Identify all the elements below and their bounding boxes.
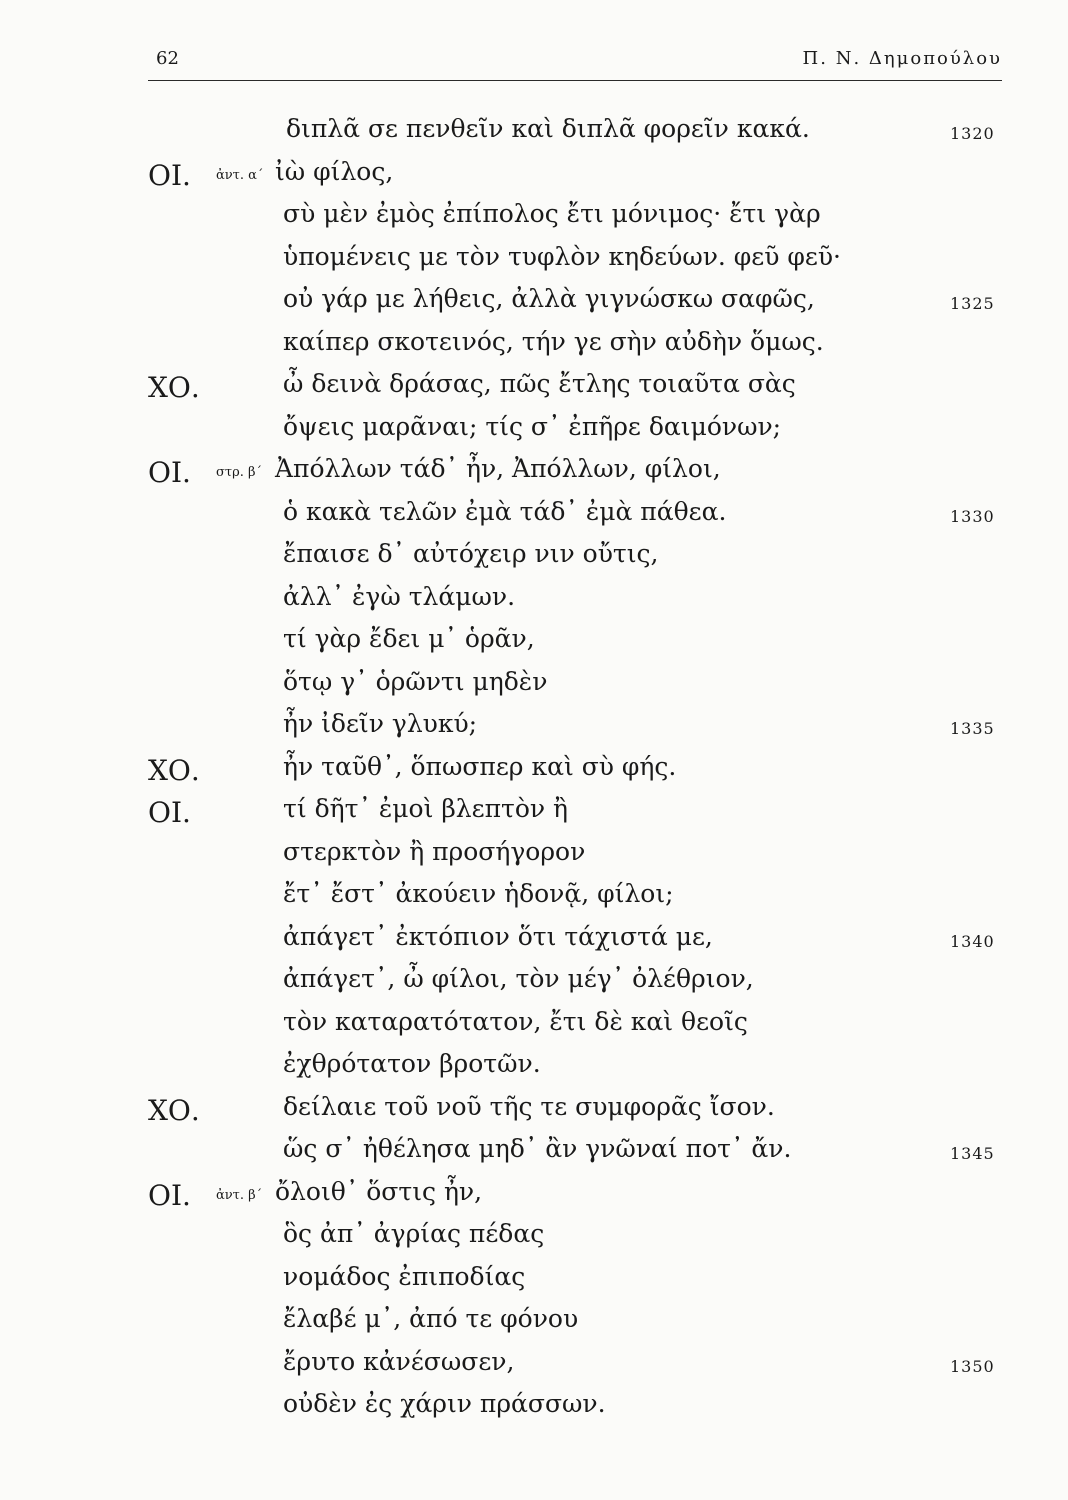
verse-text: τί δῆτ᾽ ἐμοὶ βλεπτὸν ἢ bbox=[283, 794, 569, 823]
verse-line bbox=[0, 1345, 1068, 1388]
verse-line bbox=[0, 1005, 1068, 1048]
verse-text: ἀλλ᾽ ἐγὼ τλάμων. bbox=[283, 581, 516, 611]
strophe-marker: στρ. β΄ bbox=[216, 465, 262, 480]
speaker-label: ΟΙ. bbox=[148, 1178, 191, 1212]
verse-line bbox=[0, 1387, 1068, 1430]
verse-text: ἔρυτο κἀνέσωσεν, bbox=[283, 1346, 515, 1376]
verse-text: ὑπομένεις με τὸν τυφλὸν κηδεύων. φεῦ φεῦ· bbox=[283, 241, 842, 271]
running-head: Π. Ν. Δημοπούλου bbox=[802, 48, 1002, 69]
speaker-label: ΟΙ. bbox=[148, 796, 191, 829]
verse-text: ὥς σ᾽ ἠθέλησα μηδ᾽ ἂν γνῶναί ποτ᾽ ἄν. bbox=[283, 1134, 792, 1163]
speaker-label: ΧΟ. bbox=[148, 1093, 200, 1127]
verse-line bbox=[0, 707, 1068, 750]
verse-text: ὦ δεινὰ δράσας, πῶς ἔτλης τοιαῦτα σὰς bbox=[283, 369, 796, 398]
page-number: 62 bbox=[156, 48, 179, 69]
verse-text: ὁ κακὰ τελῶν ἐμὰ τάδ᾽ ἐμὰ πάθεα. bbox=[283, 496, 727, 526]
line-number: 1330 bbox=[950, 506, 995, 526]
verse-text: ἔλαβέ μ᾽, ἀπό τε φόνου bbox=[283, 1304, 579, 1333]
line-number: 1335 bbox=[950, 719, 995, 738]
strophe-marker: ἀντ. α΄ bbox=[216, 167, 264, 183]
verse-line bbox=[0, 665, 1068, 708]
verse-line bbox=[0, 452, 1068, 495]
verse-text: τί γὰρ ἔδει μ᾽ ὁρᾶν, bbox=[283, 624, 535, 653]
verse-text: ἦν ταῦθ᾽, ὅπωσπερ καὶ σὺ φής. bbox=[283, 751, 677, 781]
speaker-label: ΧΟ. bbox=[148, 753, 200, 787]
verse-text: στερκτὸν ἢ προσήγορον bbox=[283, 836, 586, 866]
verse-line bbox=[0, 962, 1068, 1005]
verse-text: ὅτῳ γ᾽ ὁρῶντι μηδὲν bbox=[283, 666, 548, 696]
verse-line bbox=[0, 1090, 1068, 1133]
verse-line bbox=[0, 537, 1068, 580]
line-number: 1320 bbox=[950, 124, 995, 143]
verse-line bbox=[0, 835, 1068, 878]
verse-text: ὃς ἀπ᾽ ἀγρίας πέδας bbox=[283, 1219, 545, 1248]
speaker-label: ΧΟ. bbox=[148, 371, 200, 404]
verse-text: ἔπαισε δ᾽ αὐτόχειρ νιν οὔτις, bbox=[283, 539, 659, 568]
verse-line bbox=[0, 282, 1068, 325]
verse-line bbox=[0, 197, 1068, 240]
verse-text: ἦν ἰδεῖν γλυκύ; bbox=[283, 709, 478, 738]
verse-text: δείλαιε τοῦ νοῦ τῆς τε συμφορᾶς ἴσον. bbox=[283, 1091, 775, 1121]
verse-text: ὄψεις μαρᾶναι; τίς σ᾽ ἐπῆρε δαιμόνων; bbox=[283, 411, 782, 441]
verse-text: Ἀπόλλων τάδ᾽ ἦν, Ἀπόλλων, φίλοι, bbox=[275, 454, 721, 483]
line-number: 1325 bbox=[950, 294, 995, 313]
verse-line bbox=[0, 1260, 1068, 1303]
verse-text: ἐχθρότατον βροτῶν. bbox=[283, 1049, 541, 1078]
verse-line bbox=[0, 622, 1068, 665]
verse-line bbox=[0, 112, 1068, 155]
verse-line bbox=[0, 367, 1068, 410]
speaker-label: ΟΙ. bbox=[148, 158, 191, 192]
verse-line bbox=[0, 920, 1068, 963]
verse-line bbox=[0, 792, 1068, 835]
verse-line bbox=[0, 495, 1068, 538]
line-number: 1350 bbox=[950, 1356, 995, 1376]
page-header bbox=[148, 44, 1002, 81]
verse-text: τὸν καταρατότατον, ἔτι δὲ καὶ θεοῖς bbox=[283, 1006, 748, 1036]
verse-line bbox=[0, 410, 1068, 453]
line-number: 1345 bbox=[950, 1144, 995, 1163]
speaker-label: ΟΙ. bbox=[148, 456, 191, 489]
verse-text: οὐδὲν ἐς χάριν πράσσων. bbox=[283, 1389, 606, 1418]
verse-text: σὺ μὲν ἐμὸς ἐπίπολος ἔτι μόνιμος· ἔτι γὰρ bbox=[283, 199, 821, 228]
verse-line bbox=[0, 1047, 1068, 1090]
verse-line bbox=[0, 1132, 1068, 1175]
verse-line bbox=[0, 1217, 1068, 1260]
verse-text: ἔτ᾽ ἔστ᾽ ἀκούειν ἡδονᾷ, φίλοι; bbox=[283, 879, 674, 908]
verse-line bbox=[0, 1302, 1068, 1345]
verse-text: ἀπάγετ᾽ ἐκτόπιον ὅτι τάχιστά με, bbox=[283, 921, 713, 951]
verse-text: ἰὼ φίλος, bbox=[275, 156, 394, 186]
verse-line bbox=[0, 877, 1068, 920]
verse-line bbox=[0, 1175, 1068, 1218]
verse-text: νομάδος ἐπιποδίας bbox=[283, 1261, 526, 1291]
verse-line bbox=[0, 750, 1068, 793]
line-number: 1340 bbox=[950, 931, 995, 951]
verse-line bbox=[0, 240, 1068, 283]
strophe-marker: ἀντ. β΄ bbox=[216, 1187, 263, 1203]
verse-text: διπλᾶ σε πενθεῖν καὶ διπλᾶ φορεῖν κακά. bbox=[286, 114, 810, 143]
verse-block bbox=[0, 112, 1068, 1430]
verse-line bbox=[0, 155, 1068, 198]
verse-text: οὐ γάρ με λήθεις, ἀλλὰ γιγνώσκω σαφῶς, bbox=[283, 284, 815, 313]
verse-line bbox=[0, 325, 1068, 368]
verse-line bbox=[0, 580, 1068, 623]
verse-text: καίπερ σκοτεινός, τήν γε σὴν αὐδὴν ὅμως. bbox=[283, 326, 824, 356]
verse-text: ἀπάγετ᾽, ὦ φίλοι, τὸν μέγ᾽ ὀλέθριον, bbox=[283, 964, 754, 993]
verse-text: ὄλοιθ᾽ ὅστις ἦν, bbox=[275, 1176, 483, 1206]
